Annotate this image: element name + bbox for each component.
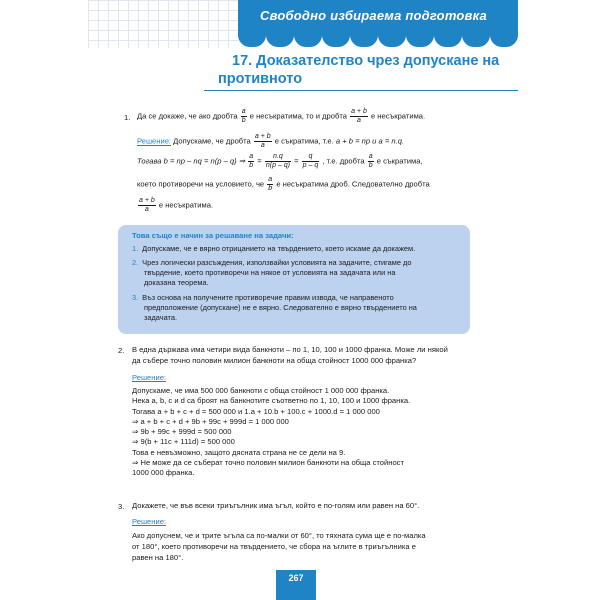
grid-decoration	[88, 0, 238, 48]
title-underline	[204, 90, 518, 91]
problem-3-number: 3.	[118, 502, 125, 511]
banner-scallops	[238, 34, 518, 46]
problem-2-solution-label: Решение:	[132, 373, 167, 382]
solution-label: Решение:	[137, 136, 172, 146]
page-number: 267	[276, 570, 316, 586]
info-box-item-1: 1. Допускаме, че е вярно отрицанието на твърдението, което искаме да докажем.	[132, 244, 416, 253]
info-box-item-3: 3. Въз основа на получените противоречие правим извода, че направеното предположение (допускане) не е вярно. Следователно е вярно твърдението на задачата.	[132, 293, 417, 322]
problem-1-solution-line4: $\frac{a + b}{a}$ е несъкратима.	[139, 197, 214, 213]
problem-2-number: 2.	[118, 346, 125, 355]
method-info-box	[118, 225, 470, 334]
problem-2-solution: Допускаме, че има 500 000 банкноти с обща стойност 1 000 000 франка. Нека a, b, c и d са броят на банкнотите съответно по 1, 10, 100 и 1000 франка. Тогава a + b + c + d = 500 000 и 1.a + 10.b + 100.c + 1000.d = 1 000 000 ⇒ a + b + c + d + 9b + 99c + 999d = 1 000 000 ⇒ 9b + 99c + 999d = 500 000 ⇒ 9(b + 11c + 111d) = 500 000 Това е невъзможно, защото дясната страна не се дели на 9. ⇒ Не може да се съберат точно половин милион банкноти на обща стойност 1000 000 франка.	[132, 386, 411, 478]
problem-2-statement: В една държава има четири вида банкноти – по 1, 10, 100 и 1000 франка. Може ли някой да събере точно половин милион банкноти на обща стойност 1000 000 франка?	[132, 345, 448, 365]
section-banner	[238, 0, 518, 36]
info-box-title: Това също е начин за решаване на задачи:	[132, 231, 294, 240]
section-title: Свободно избираема подготовка	[260, 8, 487, 23]
problem-3-solution: Ако допуснем, че и трите ъгъла са по-малки от 60°, то тяхната сума ще е по-малка от 180°, което противоречи на твърдението, че сбора на ъглите в триъгълника е равен на 180°.	[132, 531, 426, 562]
page-number-tab	[276, 586, 316, 600]
problem-1-solution-line3: което противоречи на условието, че $\frac{a}{b}$ е несъкратима дроб. Следователно дробта	[137, 176, 430, 192]
lesson-title-line1: 17. Доказателство чрез допускане на	[232, 53, 500, 69]
info-box-item-2: 2. Чрез логически разсъждения, използвайки условията на задачите, стигаме до твърдение, което противоречи на някое от условията на задачата или на доказана теорема.	[132, 258, 412, 287]
lesson-title	[218, 52, 512, 88]
problem-3-solution-label: Решение:	[132, 517, 167, 526]
problem-1-statement: Да се докаже, че ако дробта $\frac{a}{b}$ е несъкратима, то и дробта $\frac{a + b}{a}$ е несъкратима.	[137, 108, 426, 124]
problem-3-statement: Докажете, че във всеки триъгълник има ъгъл, който е по-голям или равен на 60°.	[132, 501, 420, 510]
lesson-title-line2: противното	[218, 71, 303, 87]
problem-1-number: 1.	[124, 113, 131, 122]
problem-1-solution-line2: Тогава b = np – nq = n(p – q) ⇒ $\frac{a}{b}$ = $\frac{n.q}{n(p - q)}$ = $\frac{q}{p - q}$ , т.е. дробта $\frac{a}{b}$ е съкратима,	[137, 153, 423, 169]
problem-1-solution-line1: Решение: Допускаме, че дробта $\frac{a + b}{a}$ е съкратима, т.е. a + b = np и a = n.q.	[137, 133, 405, 149]
